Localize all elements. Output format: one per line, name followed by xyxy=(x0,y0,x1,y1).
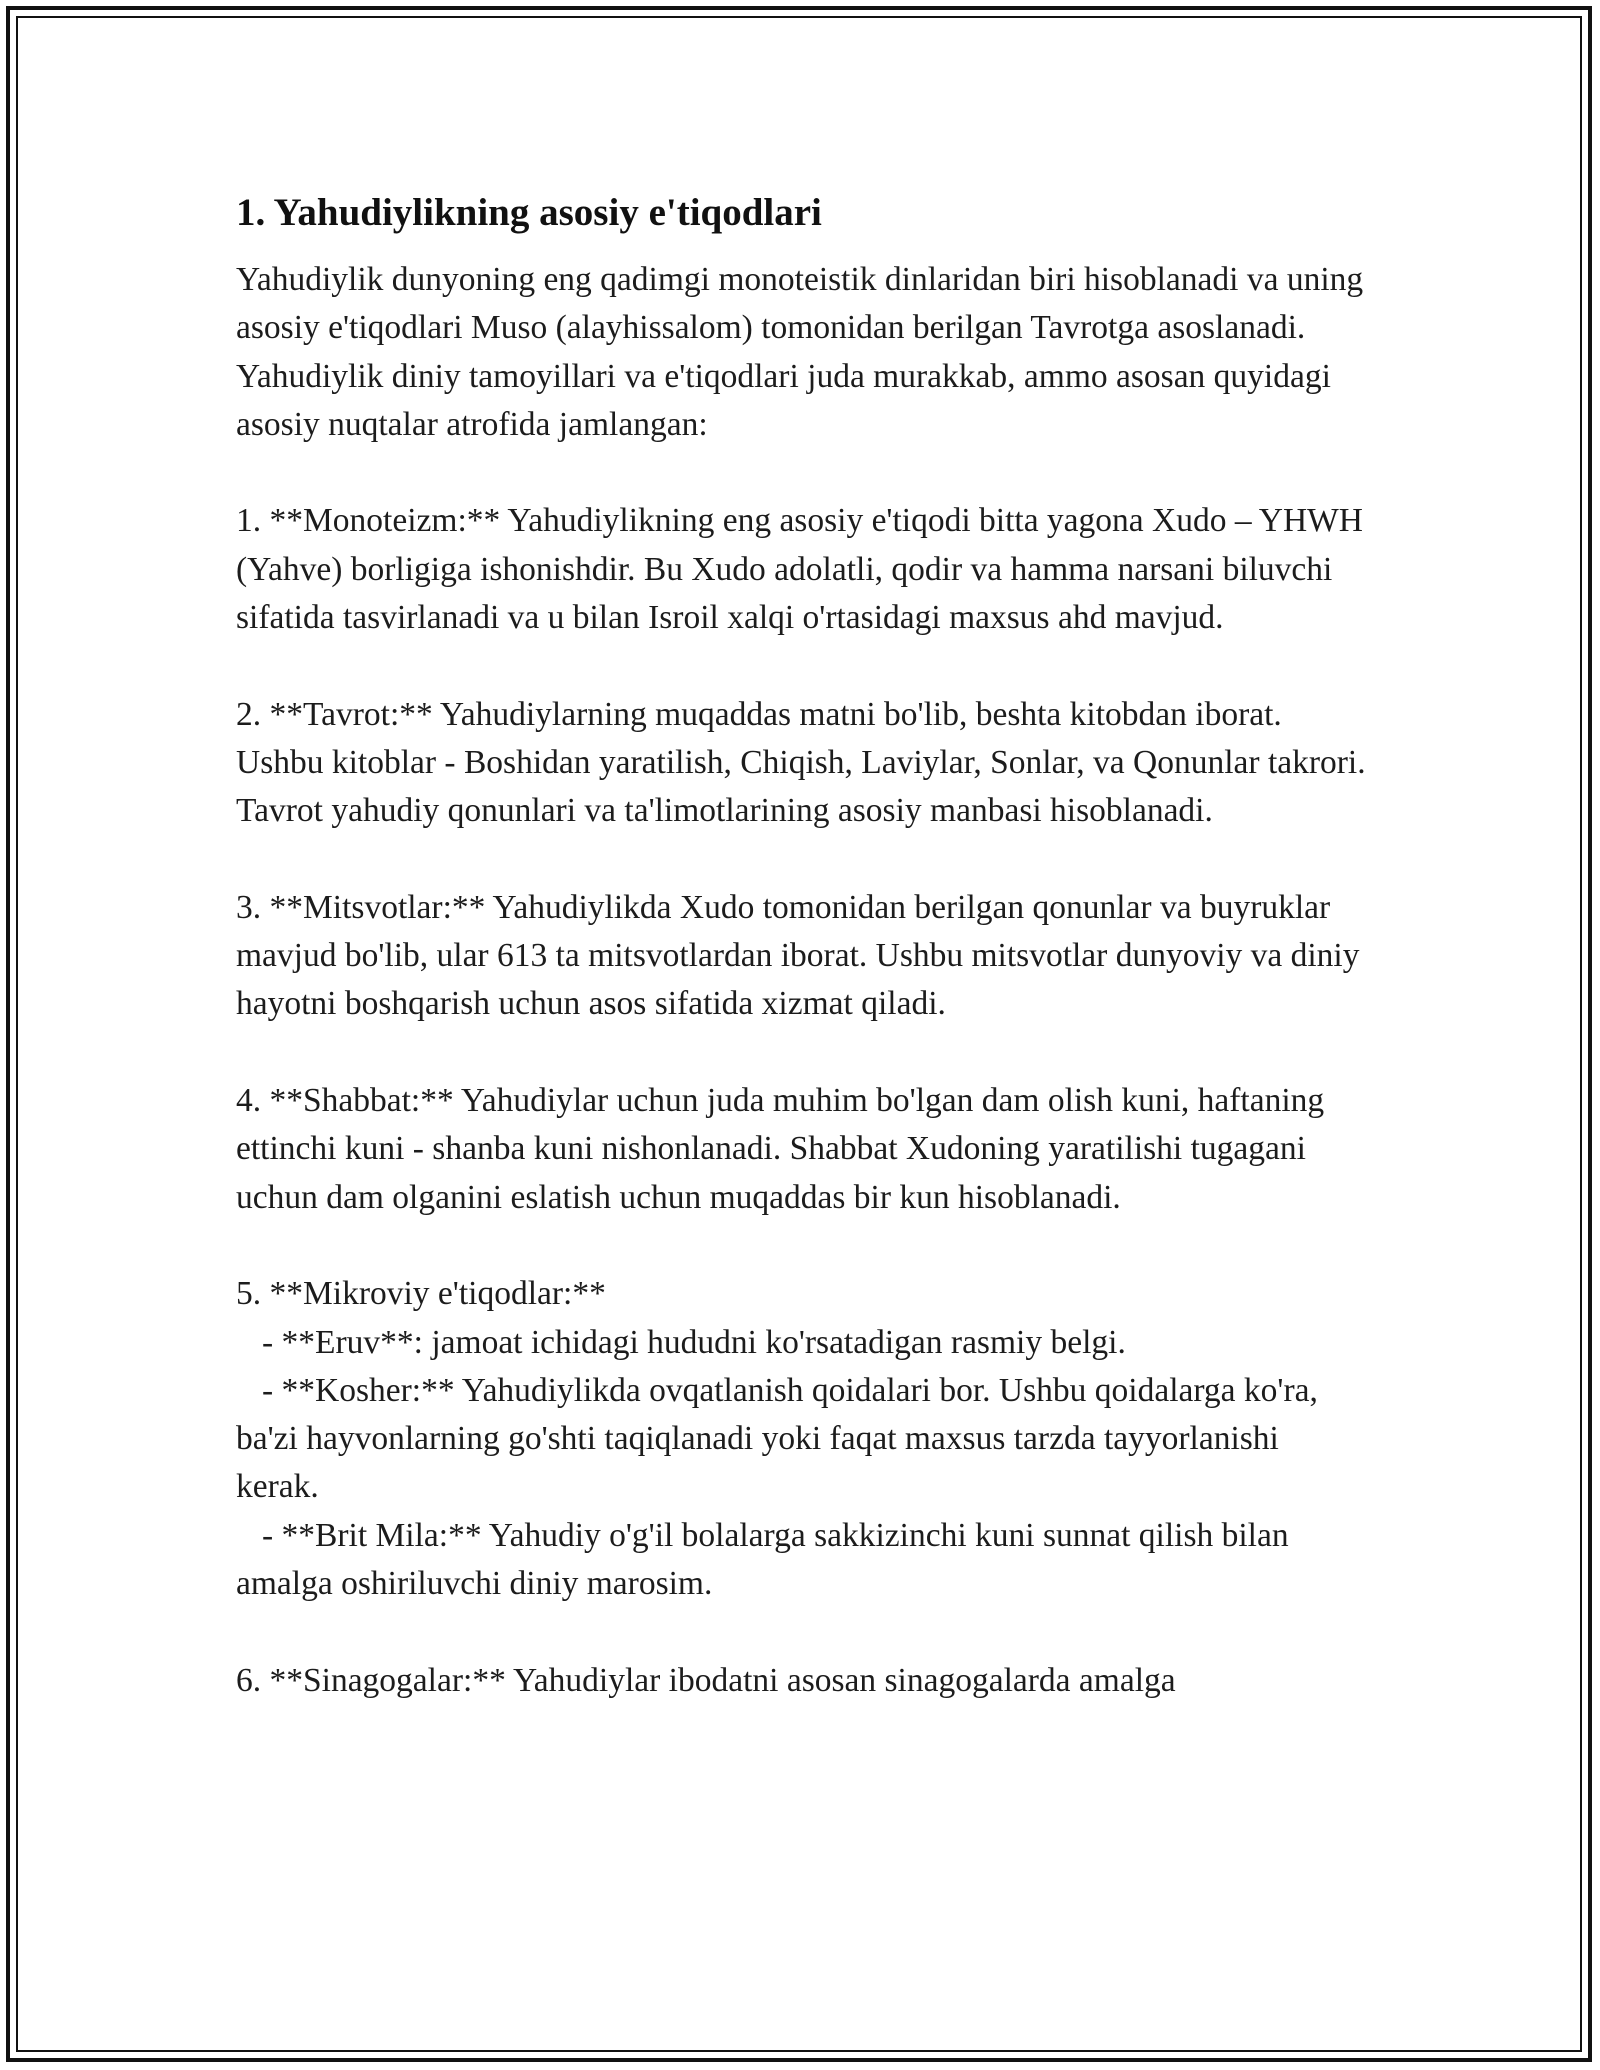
list-item-tavrot: 2. **Tavrot:** Yahudiylarning muqaddas matni bo'lib, beshta kitobdan iborat. Ushbu kitoblar - Boshidan yaratilish, Chiqish, Laviylar, Sonlar, va Qonunlar takrori. Tavrot yahudiy qonunlari va ta'limotlarining asosiy manbasi hisoblanadi. xyxy=(236,695,1374,830)
page-title: 1. Yahudiylikning asosiy e'tiqodlari xyxy=(236,191,822,234)
paragraph-gap xyxy=(236,1608,1366,1656)
sub-item-eruv xyxy=(236,1319,1366,1367)
list-item-monoteizm: 1. **Monoteizm:** Yahudiylikning eng asosiy e'tiqodi bitta yagona Xudo – YHWH (Yahve) borligiga ishonishdir. Bu Xudo adolatli, qodir va hamma narsani biluvchi sifatida tasvirlanadi va u bilan Isroil xalqi o'rtasidagi maxsus ahd mavjud. xyxy=(236,502,1372,637)
document-body xyxy=(236,186,1374,1705)
paragraph-gap xyxy=(236,1029,1366,1077)
paragraph-gap xyxy=(236,449,1366,497)
sub-item-kosher-text: - **Kosher:** Yahudiylikda ovqatlanish qoidalari bor. Ushbu qoidalarga ko'ra, ba'zi hayvonlarning go'shti taqiqlanadi yoki faqat maxsus tarzda tayyorlanishi kerak. xyxy=(236,1371,1327,1506)
list-item-mitsvotlar: 3. **Mitsvotlar:** Yahudiylikda Xudo tomonidan berilgan qonunlar va buyruklar mavjud bo'lib, ular 613 ta mitsvotlardan iborat. Ushbu mitsvotlar dunyoviy va diniy hayotni boshqarish uchun asos sifatida xizmat qiladi. xyxy=(236,888,1368,1023)
list-item-shabbat: 4. **Shabbat:** Yahudiylar uchun juda muhim bo'lgan dam olish kuni, haftaning ettinchi kuni - shanba kuni nishonlanadi. Shabbat Xudoning yaratilishi tugagani uchun dam olganini eslatish uchun muqaddas bir kun hisoblanadi. xyxy=(236,1082,1333,1216)
list-item-mikroviy-heading: 5. **Mikroviy e'tiqodlar:** xyxy=(236,1275,606,1313)
paragraph-gap xyxy=(236,836,1366,884)
sub-item-brit-mila-text: - **Brit Mila:** Yahudiy o'g'il bolalarga sakkizinchi kuni sunnat qilish bilan amalga oshiriluvchi diniy marosim. xyxy=(236,1516,1297,1603)
list-item-sinagogalar: 6. **Sinagogalar:** Yahudiylar ibodatni asosan sinagogalarda amalga xyxy=(236,1661,1176,1699)
intro-paragraph: Yahudiylik dunyoning eng qadimgi monoteistik dinlaridan biri hisoblanadi va uning asosiy e'tiqodlari Muso (alayhissalom) tomonidan berilgan Tavrotga asoslanadi. Yahudiylik diniy tamoyillari va e'tiqodlari juda murakkab, ammo asosan quyidagi asosiy nuqtalar atrofida jamlangan: xyxy=(236,261,1372,443)
paragraph-gap xyxy=(236,642,1366,690)
sub-item-eruv-text: - **Eruv**: jamoat ichidagi hududni ko'rsatadigan rasmiy belgi. xyxy=(262,1323,1126,1361)
sub-item-brit-mila xyxy=(236,1512,1366,1609)
sub-item-kosher xyxy=(236,1367,1366,1512)
paragraph-gap xyxy=(236,1222,1366,1270)
